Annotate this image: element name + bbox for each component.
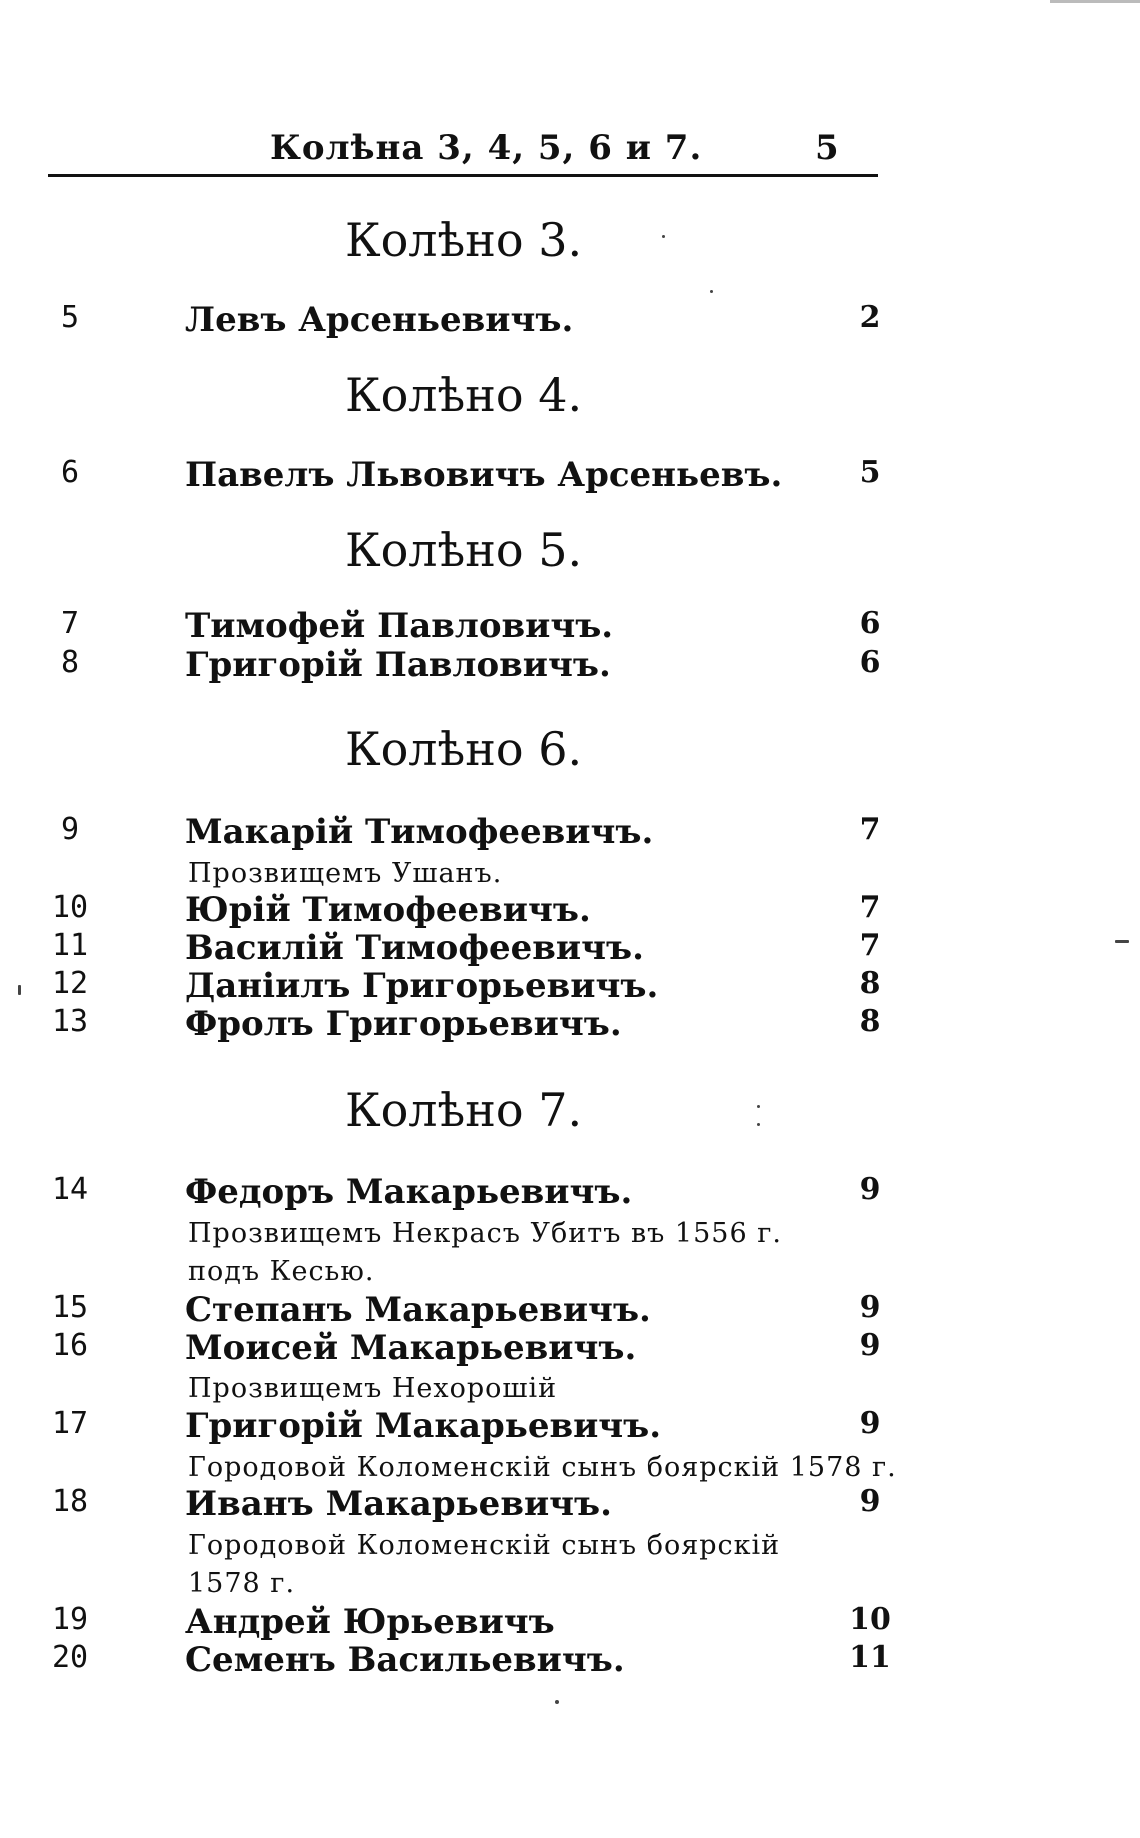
entry-name: Семенъ Васильевичъ.	[185, 1640, 625, 1680]
header-title: Колѣна 3, 4, 5, 6 и 7.	[270, 128, 703, 168]
entry-name: Степанъ Макарьевичъ.	[185, 1290, 651, 1330]
entry-name: Федоръ Макарьевичъ.	[185, 1172, 633, 1212]
entry-number: 17	[51, 1406, 89, 1441]
entry-name: Василій Тимофеевичъ.	[185, 928, 644, 968]
entry-reference: 8	[859, 1004, 881, 1039]
list-item	[0, 1172, 1140, 1212]
entry-name: Павелъ Львовичъ Арсеньевъ.	[185, 455, 783, 495]
entry-name: Григорій Макарьевичъ.	[185, 1406, 662, 1446]
entry-name: Даніилъ Григорьевичъ.	[185, 966, 659, 1006]
list-item	[0, 966, 1140, 1006]
list-item	[0, 1290, 1140, 1330]
list-item	[0, 1484, 1140, 1524]
entry-number: 18	[51, 1484, 89, 1519]
list-item	[0, 1004, 1140, 1044]
entry-number: 14	[51, 1172, 89, 1207]
list-item	[0, 890, 1140, 930]
list-item	[0, 928, 1140, 968]
scan-speck	[662, 235, 665, 238]
entry-number: 13	[51, 1004, 89, 1039]
list-item	[0, 606, 1140, 646]
entry-note: Городовой Коломенскій сынъ боярскій 1578 г.	[188, 1452, 897, 1483]
entry-note: подъ Кесью.	[188, 1256, 375, 1287]
entry-name: Фролъ Григорьевичъ.	[185, 1004, 622, 1044]
entry-reference: 9	[859, 1484, 881, 1519]
entry-number: 5	[60, 300, 80, 335]
entry-name: Левъ Арсеньевичъ.	[185, 300, 574, 340]
entry-number: 8	[60, 645, 80, 680]
entry-name: Моисей Макарьевичъ.	[185, 1328, 637, 1368]
entry-note: Городовой Коломенскій сынъ боярскій	[188, 1530, 781, 1561]
entry-number: 6	[60, 455, 80, 490]
section-heading-7: Колѣно 7.	[345, 1083, 583, 1137]
entry-reference: 2	[859, 300, 881, 335]
entry-number: 10	[51, 890, 89, 925]
entry-note: Прозвищемъ Нехорошій	[188, 1373, 558, 1404]
entry-number: 11	[51, 928, 89, 963]
entry-note: Прозвищемъ Ушанъ.	[188, 858, 503, 889]
scan-speck	[1115, 940, 1129, 943]
entry-name: Тимофей Павловичъ.	[185, 606, 614, 646]
entry-reference: 9	[859, 1172, 881, 1207]
entry-reference: 7	[859, 928, 881, 963]
entry-reference: 6	[859, 606, 881, 641]
entry-name: Иванъ Макарьевичъ.	[185, 1484, 612, 1524]
scan-speck	[710, 290, 713, 293]
scan-speck	[18, 985, 21, 995]
entry-reference: 8	[859, 966, 881, 1001]
section-heading-5: Колѣно 5.	[345, 523, 583, 577]
header-rule	[48, 174, 878, 177]
section-heading-4: Колѣно 4.	[345, 368, 583, 422]
entry-number: 20	[51, 1640, 89, 1675]
running-header	[48, 128, 878, 170]
entry-name: Макарій Тимофеевичъ.	[185, 812, 654, 852]
list-item	[0, 645, 1140, 685]
entry-note: Прозвищемъ Некрасъ Убитъ въ 1556 г.	[188, 1218, 782, 1249]
section-heading-3: Колѣно 3.	[345, 213, 583, 267]
entry-reference: 9	[859, 1406, 881, 1441]
entry-reference: 5	[859, 455, 881, 490]
entry-number: 15	[51, 1290, 89, 1325]
entry-name: Григорій Павловичъ.	[185, 645, 611, 685]
scan-edge-line	[1050, 0, 1140, 3]
list-item	[0, 300, 1140, 340]
entry-note: 1578 г.	[188, 1568, 296, 1599]
scan-speck	[757, 1123, 760, 1126]
entry-name: Андрей Юрьевичъ	[185, 1602, 555, 1642]
entry-reference: 9	[859, 1328, 881, 1363]
entry-reference: 7	[859, 812, 881, 847]
list-item	[0, 1406, 1140, 1446]
page-number: 5	[815, 128, 839, 168]
entry-number: 9	[60, 812, 80, 847]
list-item	[0, 1640, 1140, 1680]
entry-reference: 6	[859, 645, 881, 680]
list-item	[0, 455, 1140, 495]
entry-reference: 11	[849, 1640, 891, 1675]
entry-reference: 10	[849, 1602, 891, 1637]
entry-number: 19	[51, 1602, 89, 1637]
entry-reference: 9	[859, 1290, 881, 1325]
scan-speck	[555, 1700, 559, 1704]
entry-reference: 7	[859, 890, 881, 925]
list-item	[0, 1328, 1140, 1368]
list-item	[0, 812, 1140, 852]
entry-name: Юрій Тимофеевичъ.	[185, 890, 591, 930]
list-item	[0, 1602, 1140, 1642]
section-heading-6: Колѣно 6.	[345, 722, 583, 776]
entry-number: 7	[60, 606, 80, 641]
scan-speck	[757, 1105, 760, 1108]
entry-number: 12	[51, 966, 89, 1001]
entry-number: 16	[51, 1328, 89, 1363]
